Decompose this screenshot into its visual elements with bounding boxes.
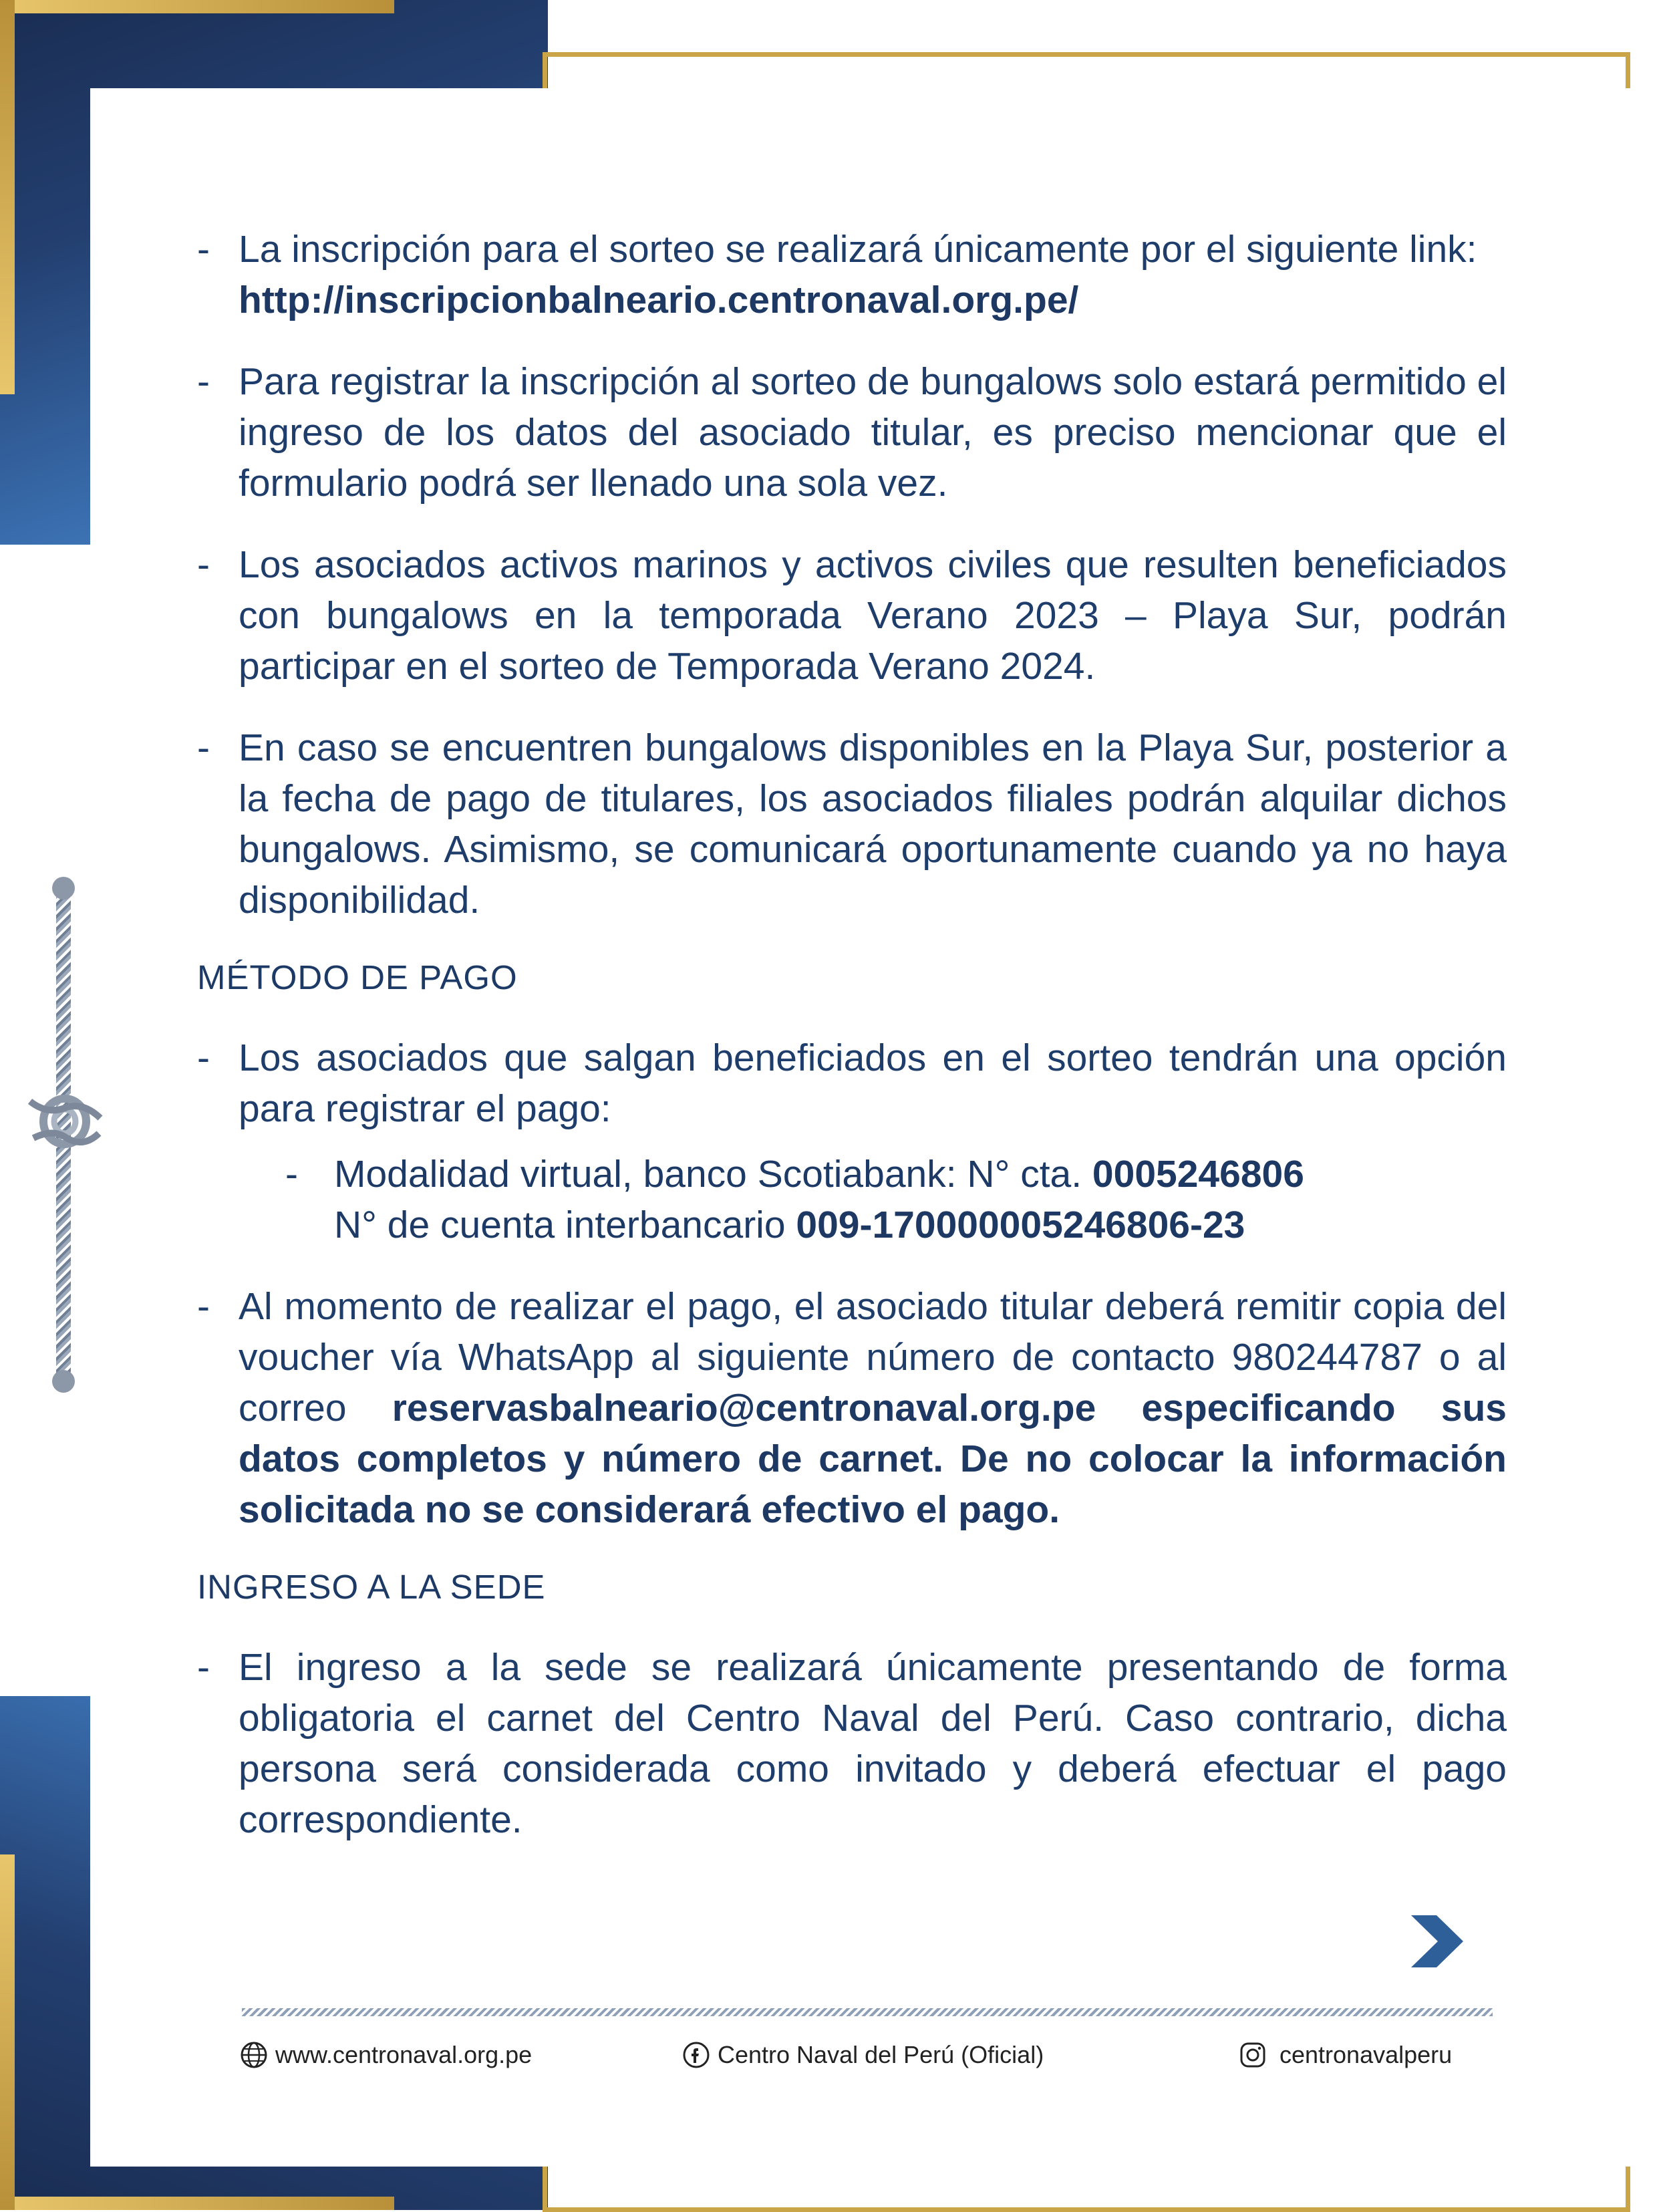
- instagram-icon: [1238, 2040, 1267, 2070]
- list-item: [197, 356, 1507, 509]
- item-text: Los asociados activos marinos y activos civiles que resulten beneficiados con bungalows en la temporada Verano 2023 – Playa Sur, podrán participar en el sorteo de Temporada Verano 2024.: [239, 543, 1507, 688]
- item-text: Para registrar la inscripción al sorteo de bungalows solo estará permitido el ingreso de los datos del asociado titular, es preciso mencionar que el formulario podrá ser llenado una sola vez.: [239, 360, 1507, 505]
- list-dash: -: [197, 1285, 210, 1328]
- account-label: Modalidad virtual, banco Scotiabank: N° cta.: [334, 1153, 1092, 1196]
- footer-divider: [242, 2008, 1493, 2016]
- remit-text: Al momento de realizar el pago, el asociado titular deberá remitir copia del voucher vía WhatsApp al siguiente número de contacto 980244787 o al correo: [239, 1285, 1507, 1429]
- interbank-label: N° de cuenta interbancario: [334, 1204, 796, 1246]
- gold-accent-bottom: [0, 2197, 394, 2210]
- gold-accent-left-bottom: [0, 1854, 15, 2210]
- list-dash: -: [285, 1153, 298, 1196]
- list-item: [197, 1032, 1507, 1134]
- list-item: [197, 722, 1507, 926]
- registration-link[interactable]: http://inscripcionbalneario.centronaval.org.pe/: [239, 279, 1079, 321]
- remit-email-note: reservasbalneario@centronaval.org.pe especificando sus datos completos y número de carnet. De no colocar la información solicitada no se considerará efectivo el pago.: [239, 1387, 1507, 1531]
- list-item: [197, 224, 1507, 325]
- globe-icon: [239, 2040, 269, 2070]
- list-dash: -: [197, 543, 210, 586]
- footer-instagram[interactable]: [1238, 2038, 1452, 2072]
- facebook-icon: [682, 2040, 711, 2070]
- rope-end-bottom: [52, 1370, 75, 1393]
- payment-intro: Los asociados que salgan beneficiados en el sorteo tendrán una opción para registrar el pago:: [239, 1036, 1507, 1130]
- rope-knot-icon: [27, 1081, 104, 1161]
- footer-facebook[interactable]: [682, 2038, 1044, 2072]
- section-heading-entry: INGRESO A LA SEDE: [197, 1568, 546, 1606]
- list-dash: -: [197, 1646, 210, 1689]
- facebook-text: Centro Naval del Perú (Oficial): [718, 2041, 1044, 2068]
- rope-end-top: [52, 877, 75, 900]
- footer-website[interactable]: [239, 2038, 532, 2072]
- main-content: [197, 224, 1507, 1876]
- next-chevron-icon[interactable]: [1408, 1913, 1466, 1970]
- list-item: [197, 1281, 1507, 1535]
- list-dash: -: [197, 360, 210, 403]
- instagram-text: centronavalperu: [1279, 2041, 1453, 2068]
- account-number: 0005246806: [1092, 1153, 1304, 1196]
- list-dash: -: [197, 1036, 210, 1079]
- entry-text: El ingreso a la sede se realizará únicamente presentando de forma obligatoria el carnet del Centro Naval del Perú. Caso contrario, dicha persona será considerada como invitado y deberá efectuar el pago correspondiente.: [239, 1646, 1507, 1841]
- item-text: La inscripción para el sorteo se realizará únicamente por el siguiente link:: [239, 228, 1477, 271]
- list-dash: -: [197, 228, 210, 271]
- gold-accent-top: [0, 0, 394, 13]
- list-item: [197, 539, 1507, 692]
- list-item: [197, 1642, 1507, 1845]
- section-heading-payment: MÉTODO DE PAGO: [197, 958, 518, 996]
- sub-list-item: [197, 1149, 1507, 1250]
- list-dash: -: [197, 726, 210, 769]
- item-text: En caso se encuentren bungalows disponibles en la Playa Sur, posterior a la fecha de pago de titulares, los asociados filiales podrán alquilar dichos bungalows. Asimismo, se comunicará oportunamente cuando ya no haya disponibilidad.: [239, 726, 1507, 922]
- website-text: www.centronaval.org.pe: [275, 2041, 533, 2068]
- interbank-number: 009-170000005246806-23: [796, 1204, 1245, 1246]
- gold-accent-left-top: [0, 0, 15, 394]
